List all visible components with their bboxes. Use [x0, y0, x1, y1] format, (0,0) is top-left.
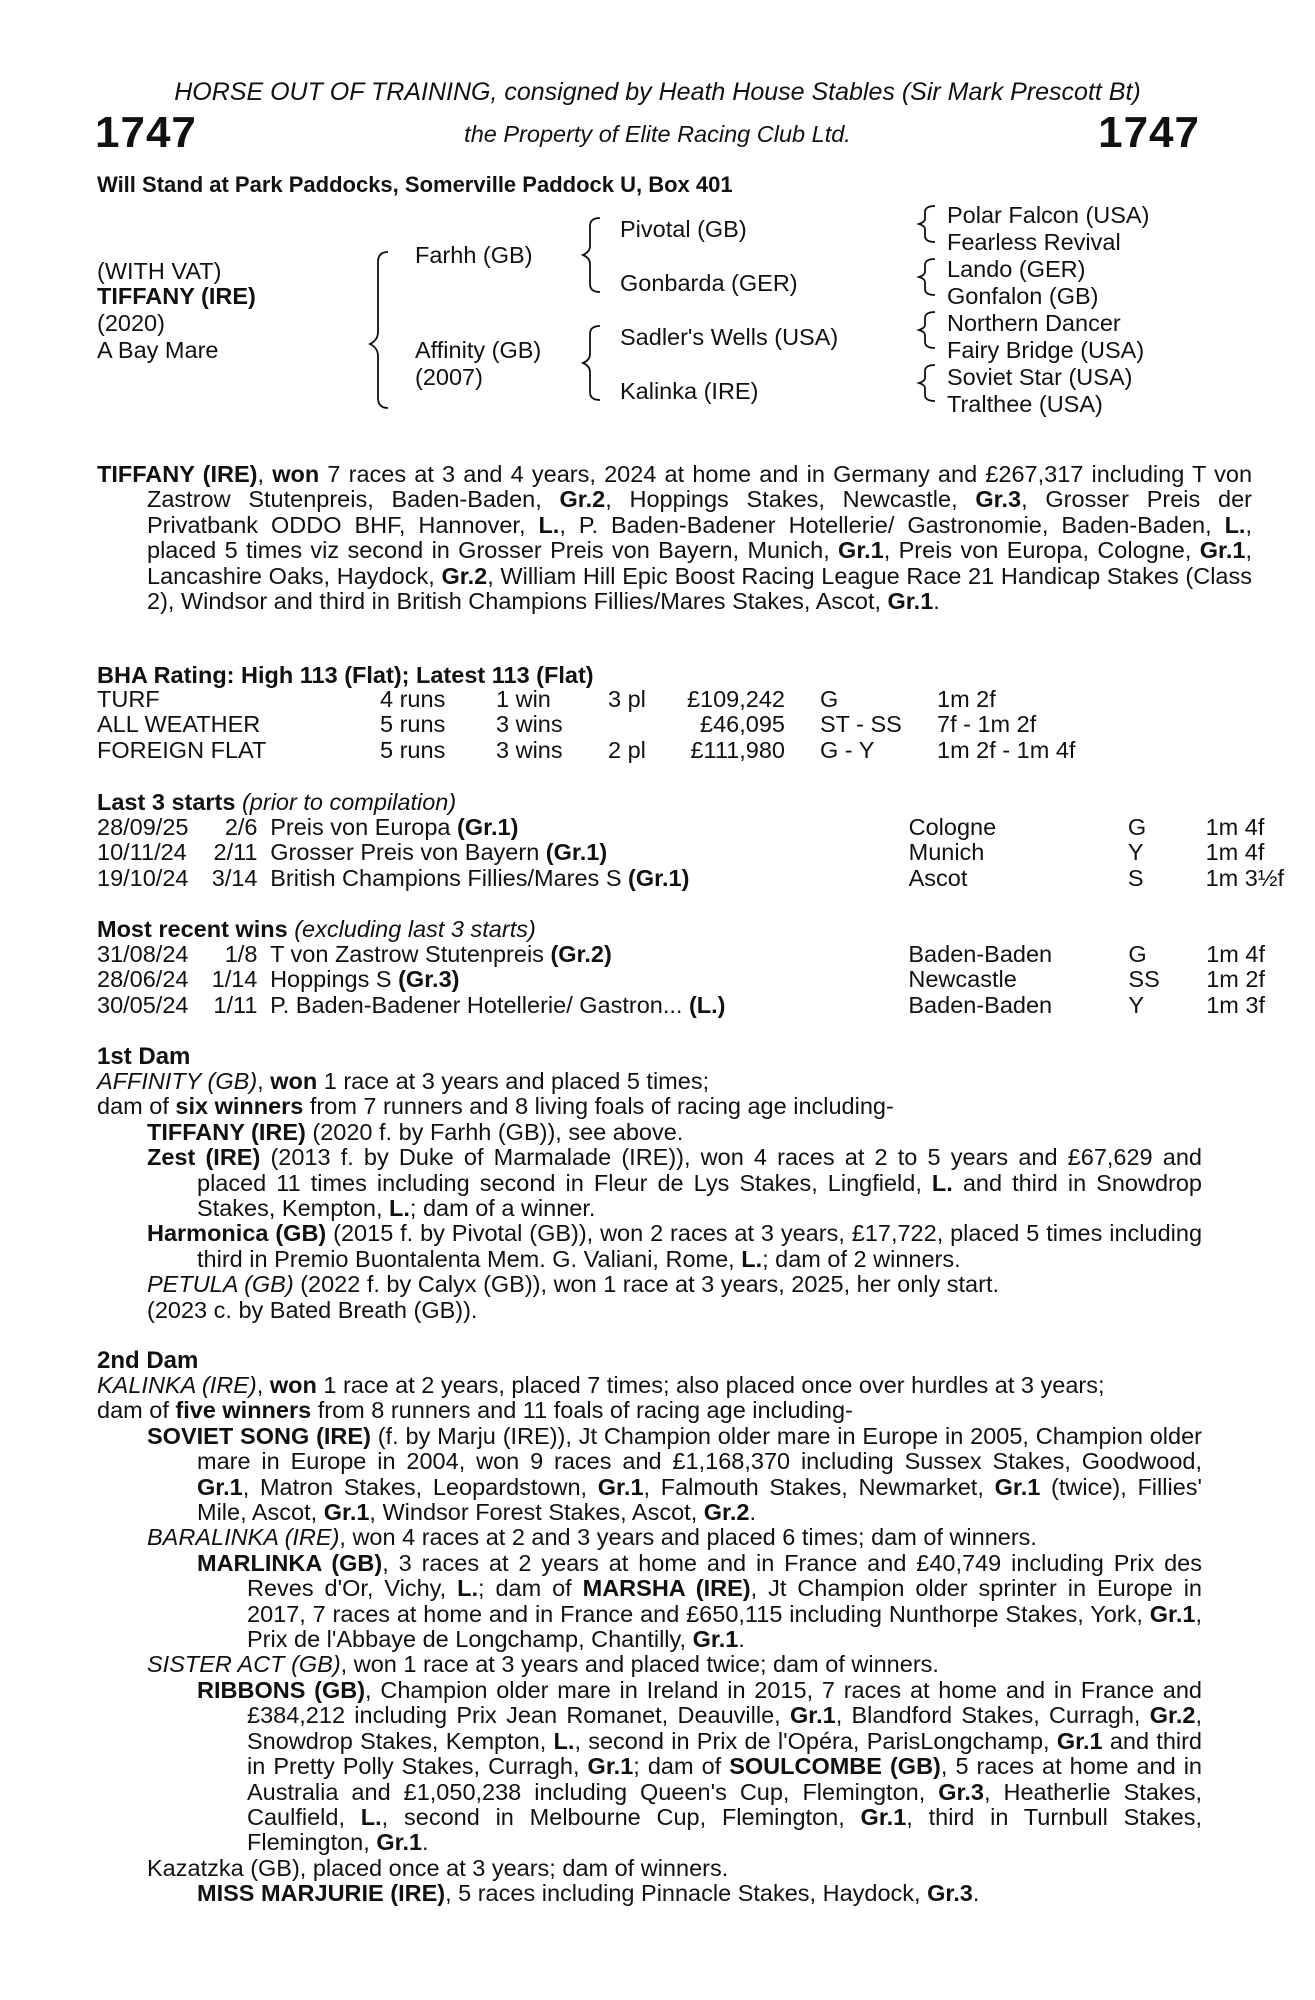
last3-row-race — [270, 815, 908, 840]
rating-row — [97, 738, 1137, 763]
recent-heading: Most recent wins — [97, 916, 288, 942]
recent-row-pos — [202, 967, 258, 992]
rating-row-surface — [97, 712, 380, 737]
rating-row-dist: 7f - 1m 2f — [937, 711, 1037, 738]
last3-row-pos: 2/11 — [213, 839, 258, 866]
last3-row — [97, 866, 1315, 891]
recent-heading-line — [97, 916, 536, 943]
last3-row-pos — [202, 815, 258, 840]
last3-row-date: 19/10/24 — [97, 864, 189, 891]
produce-name: MISS MARJURIE (IRE) — [197, 1880, 446, 1907]
dam2-line2 — [97, 1398, 1202, 1423]
horse-name: TIFFANY (IRE) — [97, 283, 256, 309]
grade: Gr.1 — [860, 1803, 907, 1830]
grade: Gr.1 — [692, 1626, 739, 1653]
produce-petula — [147, 1272, 1202, 1297]
recent-row-course: Baden-Baden — [908, 991, 1053, 1018]
horse-description: A Bay Mare — [97, 337, 219, 363]
grade: Gr.2 — [703, 1499, 750, 1526]
produce-baralinka — [147, 1525, 1202, 1550]
grade: Gr.1 — [597, 1473, 644, 1500]
produce-text: , Windsor Forest Stakes, Ascot, — [369, 1499, 704, 1526]
recent-row-gap — [257, 942, 270, 967]
recent-row-course — [908, 967, 1128, 992]
recent-row-dist: 1m 2f — [1206, 966, 1266, 993]
dam1-line1 — [97, 1069, 1202, 1094]
rating-row-surface: TURF — [97, 686, 160, 712]
last3-row-grade: (Gr.1) — [457, 814, 519, 840]
produce-text: , Jt Champion older sprinter in Europe in 2017, 7 races at home and in France and £650,115 including Nunthorpe Stakes, York, — [247, 1575, 1203, 1627]
lot-number-left: 1747 — [95, 108, 197, 157]
rating-row-prize — [678, 687, 785, 712]
produce-text: (2015 f. by Pivotal (GB)), won 2 races at 3 years, £17,722, placed 5 times including third in Premio Buontalenta Mem. G. Valiani, Rome, — [197, 1220, 1203, 1272]
recent-row-course — [908, 993, 1128, 1018]
produce-text: , 5 races including Pinnacle Stakes, Haydock, — [445, 1880, 928, 1907]
produce-text: , third in Turnbull Stakes, Flemington, — [247, 1803, 1202, 1856]
pedigree-dam-dam: Kalinka (IRE) — [620, 378, 759, 404]
dam1-produce — [147, 1120, 1202, 1323]
rating-row-runs: 4 runs — [380, 686, 446, 712]
recent-row-grade: (L.) — [688, 991, 726, 1018]
produce-text: (twice), Fillies' Mile, Ascot, — [197, 1473, 1202, 1526]
summary-text: , Lancashire Oaks, Haydock, — [147, 537, 1252, 589]
rating-row-going — [820, 687, 937, 712]
grade: L. — [553, 1727, 575, 1754]
pedigree-sire-dam: Gonbarda (GER) — [620, 270, 798, 296]
rating-row-going: G — [820, 686, 839, 712]
recent-row-date: 30/05/24 — [97, 991, 189, 1018]
recent-row-course: Baden-Baden — [908, 941, 1053, 967]
rating-row-prize — [678, 712, 785, 737]
dam1-name: AFFINITY (GB) — [97, 1068, 258, 1094]
recent-row-going — [1128, 967, 1206, 992]
last3-row-course — [909, 866, 1128, 891]
produce-text: and third in Pretty Polly Stakes, Curragh, — [247, 1727, 1203, 1780]
produce-text: ; dam of 2 winners. — [762, 1245, 961, 1272]
produce-text: . — [749, 1499, 757, 1526]
dam2-name: KALINKA (IRE) — [97, 1372, 257, 1398]
produce-soviet-song — [147, 1424, 1202, 1526]
produce-text: , won 4 races at 2 and 3 years and placed 6 times; dam of winners. — [339, 1524, 1037, 1551]
pedigree-dam-sire: Sadler's Wells (USA) — [620, 324, 839, 350]
last3-row-dist — [1206, 866, 1315, 891]
last3-row-course: Munich — [908, 839, 985, 866]
produce-zest — [147, 1145, 1202, 1221]
produce-name: SISTER ACT (GB) — [147, 1651, 341, 1678]
rating-row-runs: 5 runs — [380, 736, 446, 763]
last3-row-pos — [202, 866, 258, 891]
grade: Gr.3 — [927, 1880, 973, 1907]
produce-text: , won 1 race at 3 years and placed twice; dam of winners. — [340, 1651, 939, 1678]
consignor-line: HORSE OUT OF TRAINING, consigned by Heath House Stables (Sir Mark Prescott Bt) — [174, 78, 1141, 106]
recent-row — [97, 993, 1315, 1018]
rating-row-surface — [97, 738, 380, 763]
rating-row-going: G - Y — [820, 736, 875, 763]
vat-label: (WITH VAT) — [97, 258, 222, 284]
produce-name: MARSHA (IRE) — [582, 1575, 751, 1602]
summary-text: 7 races at 3 and 4 years, 2024 at home and in Germany and £267,317 including T von Zastrow Stutenpreis, Baden-Baden, — [147, 461, 1253, 513]
recent-row-race — [270, 967, 908, 992]
produce-name: Zest (IRE) — [147, 1144, 261, 1171]
dam2-won: won — [269, 1372, 317, 1398]
grade: Gr.1 — [1056, 1727, 1103, 1754]
recent-row-grade: (Gr.3) — [398, 966, 460, 993]
rating-row-runs — [380, 712, 496, 737]
summary-text: , William Hill Epic Boost Racing League Race 21 Handicap Stakes (Class 2), Windsor and third in British Champions Fillies/Mares Stakes, Ascot, — [147, 562, 1252, 615]
recent-row-course — [908, 942, 1128, 967]
recent-row-dist — [1206, 967, 1315, 992]
dam1-block — [97, 1069, 1202, 1323]
rating-row-prize — [678, 738, 785, 763]
grade: Gr.3 — [975, 486, 1022, 513]
rating-row-wins: 1 win — [496, 686, 551, 712]
rating-row-prize: £111,980 — [690, 736, 785, 763]
grade: Gr.1 — [1149, 1600, 1196, 1627]
dam2-block — [97, 1373, 1202, 1907]
rating-row-dist: 1m 2f - 1m 4f — [937, 736, 1076, 763]
produce-text: , Heatherlie Stakes, Caulfield, — [247, 1778, 1202, 1830]
stand-line: Will Stand at Park Paddocks, Somerville Paddock U, Box 401 — [97, 172, 733, 197]
produce-name: SOVIET SONG (IRE) — [147, 1422, 371, 1449]
rating-row-placed — [608, 712, 678, 737]
produce-harmonica — [147, 1221, 1202, 1272]
rating-row-wins — [496, 687, 608, 712]
recent-row-pos — [202, 942, 258, 967]
rating-row-prize: £46,095 — [700, 711, 785, 738]
recent-row-race: Hoppings S — [270, 966, 399, 993]
recent-row-date — [97, 993, 202, 1018]
produce-colt — [147, 1298, 1202, 1323]
produce-text: (2023 c. by Bated Breath (GB)). — [147, 1296, 478, 1323]
produce-kazatzka — [147, 1856, 1202, 1881]
rating-row-wins — [496, 738, 608, 763]
last3-row-going — [1128, 815, 1206, 840]
horse-year: (2020) — [97, 310, 165, 336]
grade: L. — [389, 1195, 410, 1222]
rating-row-runs: 5 runs — [380, 711, 446, 738]
summary-won: won — [272, 461, 320, 487]
dam1-text: dam of — [97, 1093, 176, 1120]
summary-horse-name: TIFFANY (IRE) — [97, 461, 258, 487]
lot-number-right: 1747 — [1098, 108, 1200, 157]
grade: L. — [1224, 511, 1246, 538]
race-summary: TIFFANY (IRE), won 7 races at 3 and 4 years, 2024 at home and in Germany and £267,317 including T von Zastrow Stutenpreis, Baden-Baden, Gr.2, Hoppings Stakes, Newcastle, Gr.3, Grosser Preis der Privatbank ODDO BHF, Hannover, L., P. Baden-Badener Hotellerie/ Gastronomie, Baden-Baden, L., placed 5 times viz second in Grosser Preis von Bayern, Munich, Gr.1, Preis von Europa, Cologne, Gr.1, Lancashire Oaks, Haydock, Gr.2, William Hill Epic Boost Racing League Race 21 Handicap Stakes (Class 2), Windsor and third in British Champions Fillies/Mares Stakes, Ascot, Gr.1. — [97, 461, 1253, 615]
last3-row-dist — [1206, 815, 1315, 840]
produce-text: . — [422, 1829, 429, 1856]
summary-text: . — [933, 588, 940, 615]
recent-row-grade: (Gr.2) — [550, 941, 612, 967]
pedigree-dsd: Fairy Bridge (USA) — [947, 337, 1145, 363]
grade: Gr.1 — [887, 588, 934, 615]
produce-name: PETULA (GB) — [147, 1271, 294, 1298]
recent-row-going: G — [1128, 941, 1147, 967]
recent-row-pos — [202, 993, 258, 1018]
rating-row — [97, 687, 1137, 712]
last3-row-grade: (Gr.1) — [628, 864, 690, 891]
summary-text: , Preis von Europa, Cologne, — [883, 537, 1200, 564]
grade: Gr.1 — [376, 1829, 423, 1856]
produce-text: , Snowdrop Stakes, Kempton, — [247, 1702, 1202, 1754]
last3-row-going: S — [1127, 864, 1144, 891]
grade: Gr.1 — [323, 1499, 370, 1526]
rating-row-prize: £109,242 — [686, 686, 785, 712]
recent-row-going — [1128, 942, 1206, 967]
produce-text: ; dam of — [478, 1575, 583, 1602]
pedigree-ddd: Tralthee (USA) — [947, 391, 1103, 417]
dam1-won: won — [270, 1068, 318, 1094]
grade: Gr.2 — [559, 486, 606, 513]
rating-row-gap — [785, 687, 820, 712]
produce-text: (2020 f. by Farhh (GB)), see above. — [305, 1118, 684, 1145]
recent-row-grid — [97, 942, 1315, 1018]
grade: Gr.1 — [994, 1473, 1041, 1500]
dam2-line1 — [97, 1373, 1202, 1398]
rating-row-placed: 3 pl — [608, 686, 646, 712]
recent-row-going: SS — [1128, 966, 1160, 993]
rating-row-surface — [97, 687, 380, 712]
last3-row-race: Preis von Europa — [270, 814, 458, 840]
last3-row-dist — [1206, 840, 1315, 865]
last3-row-pos: 2/6 — [224, 814, 258, 840]
grade: Gr.1 — [197, 1473, 243, 1500]
rating-row-wins: 3 wins — [496, 736, 563, 763]
produce-text: , Falmouth Stakes, Newmarket, — [643, 1473, 995, 1500]
grade: L. — [360, 1803, 382, 1830]
produce-text: and third in Snowdrop Stakes, Kempton, — [197, 1169, 1202, 1222]
last3-row-race: Grosser Preis von Bayern — [270, 839, 546, 866]
last3-row-course — [909, 815, 1128, 840]
grade: L. — [538, 511, 560, 538]
last3-row-pos: 3/14 — [211, 864, 258, 891]
recent-row-dist: 1m 3f — [1206, 991, 1266, 1018]
grade: Gr.2 — [441, 562, 488, 589]
pedigree-dds: Soviet Star (USA) — [947, 364, 1133, 390]
last3-row — [97, 840, 1315, 865]
last3-heading-line — [97, 789, 456, 816]
produce-name: TIFFANY (IRE) — [147, 1118, 306, 1145]
dam2-text: 1 race at 2 years, placed 7 times; also placed once over hurdles at 3 years; — [316, 1372, 1105, 1398]
summary-text: , P. Baden-Badener Hotellerie/ Gastronomie, Baden-Baden, — [559, 511, 1225, 538]
produce-tiffany — [147, 1120, 1202, 1145]
rating-row-dist: 1m 2f — [937, 686, 996, 712]
rating-row-runs — [380, 687, 496, 712]
pedigree-ssd: Fearless Revival — [947, 229, 1121, 255]
last3-row-going — [1128, 840, 1206, 865]
grade: Gr.1 — [789, 1702, 836, 1729]
recent-row-race — [270, 993, 908, 1018]
last3-row-pos — [202, 840, 258, 865]
produce-text: (2022 f. by Calyx (GB)), won 1 race at 3 years, 2025, her only start. — [293, 1271, 999, 1298]
rating-row-runs — [380, 738, 496, 763]
grade: L. — [741, 1245, 763, 1272]
produce-marlinka — [197, 1551, 1202, 1653]
recent-row-going — [1128, 993, 1206, 1018]
rating-row-dist — [937, 687, 1137, 712]
produce-text: (2013 f. by Duke of Marmalade (IRE)), won 4 races at 2 to 5 years and £67,629 and placed 11 times including second in Fleur de Lys Stakes, Lingfield, — [197, 1144, 1202, 1196]
produce-text: Kazatzka (GB), placed once at 3 years; dam of winners. — [147, 1854, 729, 1881]
produce-text: ; dam of a winner. — [409, 1195, 596, 1222]
last3-row-grid — [97, 815, 1315, 891]
produce-text: , Champion older mare in Ireland in 2015, 7 races at home and in France and £384,212 including Prix Jean Romanet, Deauville, — [247, 1676, 1203, 1729]
rating-row-dist — [937, 712, 1137, 737]
last3-row-going: Y — [1127, 839, 1144, 866]
recent-note: (excluding last 3 starts) — [294, 916, 536, 942]
grade: Gr.1 — [838, 537, 884, 564]
produce-text: . — [972, 1880, 980, 1907]
recent-row-pos: 1/11 — [213, 991, 258, 1018]
last3-row-race — [270, 840, 908, 865]
rating-heading: BHA Rating: High 113 (Flat); Latest 113 (Flat) — [97, 662, 594, 688]
dam2-text: , — [256, 1372, 270, 1398]
produce-text: , Prix de l'Abbaye de Longchamp, Chantilly, — [247, 1600, 1202, 1653]
last3-note: (prior to compilation) — [241, 789, 457, 815]
last3-row-course — [909, 840, 1128, 865]
recent-row-dist — [1206, 993, 1315, 1018]
recent-row-date — [97, 942, 202, 967]
dam2-winners: five winners — [175, 1397, 312, 1424]
last3-row-race — [270, 866, 908, 891]
pedigree-sds: Lando (GER) — [947, 256, 1086, 282]
dam2-text: from 8 runners and 11 foals of racing age including- — [311, 1397, 853, 1424]
owner-line: the Property of Elite Racing Club Ltd. — [464, 121, 851, 147]
produce-text: ; dam of — [633, 1753, 730, 1780]
recent-row-gap — [257, 993, 270, 1018]
recent-row-date — [97, 967, 202, 992]
produce-text: (f. by Marju (IRE)), Jt Champion older mare in Europe in 2005, Champion older mare in Europe in 2004, won 9 races and £1,168,370 including Sussex Stakes, Goodwood, — [197, 1422, 1202, 1475]
dam2-heading: 2nd Dam — [97, 1347, 199, 1374]
last3-row-course: Ascot — [908, 864, 968, 891]
last3-row-grade: (Gr.1) — [545, 839, 608, 866]
dam2-produce — [147, 1424, 1202, 1907]
rating-row-wins: 3 wins — [496, 711, 563, 738]
last3-row-date — [97, 815, 202, 840]
rating-row-placed — [608, 738, 678, 763]
rating-row-grid — [97, 687, 1137, 763]
rating-row-surface: ALL WEATHER — [97, 711, 261, 738]
recent-row-date: 28/06/24 — [97, 966, 189, 993]
produce-text: , second in Prix de l'Opéra, ParisLongchamp, — [574, 1727, 1057, 1754]
produce-text: . — [738, 1626, 745, 1653]
produce-name: MARLINKA (GB) — [197, 1549, 383, 1576]
rating-row-gap — [785, 738, 820, 763]
dam1-line2 — [97, 1094, 1202, 1119]
grade: Gr.2 — [1149, 1702, 1196, 1729]
pedigree-sss: Polar Falcon (USA) — [947, 202, 1150, 228]
recent-row — [97, 942, 1315, 967]
pedigree-sire-sire: Pivotal (GB) — [620, 216, 747, 242]
last3-row-dist: 1m 4f — [1205, 814, 1265, 840]
recent-row-dist: 1m 4f — [1206, 941, 1266, 967]
recent-row-going: Y — [1128, 991, 1145, 1018]
produce-text: , Blandford Stakes, Curragh, — [835, 1702, 1150, 1729]
produce-text: , 5 races at home and in Australia and £1,050,238 including Queen's Cup, Flemington, — [247, 1753, 1202, 1805]
recent-row-course: Newcastle — [908, 966, 1017, 993]
pedigree-sire: Farhh (GB) — [415, 242, 533, 268]
rating-row-wins — [496, 712, 608, 737]
last3-row-gap — [258, 840, 271, 865]
summary-text: , Hoppings Stakes, Newcastle, — [605, 486, 976, 513]
rating-row-gap — [785, 712, 820, 737]
last3-row-date — [97, 840, 202, 865]
produce-miss-marjurie — [197, 1881, 1202, 1906]
recent-row-race: P. Baden-Badener Hotellerie/ Gastron... — [270, 991, 689, 1018]
last3-row-gap — [258, 815, 271, 840]
produce-sister-act — [147, 1652, 1202, 1677]
last3-row-dist: 1m 4f — [1205, 839, 1265, 866]
rating-row — [97, 712, 1137, 737]
last3-row — [97, 815, 1315, 840]
pedigree-dam: Affinity (GB) — [415, 337, 542, 363]
dam1-winners: six winners — [175, 1093, 304, 1120]
recent-row — [97, 967, 1315, 992]
last3-row-date — [97, 866, 202, 891]
last3-row-date: 10/11/24 — [97, 839, 187, 866]
grade: L. — [457, 1575, 478, 1602]
last3-row-race: British Champions Fillies/Mares S — [270, 864, 629, 891]
produce-text: , Matron Stakes, Leopardstown, — [242, 1473, 598, 1500]
dam1-text: , — [257, 1068, 271, 1094]
recent-row-race — [270, 942, 908, 967]
rating-row-going — [820, 712, 937, 737]
grade: L. — [931, 1169, 953, 1196]
recent-row-date: 31/08/24 — [97, 941, 189, 967]
dam1-text: from 7 runners and 8 living foals of racing age including- — [303, 1093, 894, 1120]
produce-name: BARALINKA (IRE) — [147, 1524, 340, 1551]
recent-row-pos: 1/8 — [224, 941, 258, 967]
grade: Gr.1 — [1199, 537, 1246, 564]
grade: Gr.3 — [938, 1778, 984, 1805]
rating-row-placed — [608, 687, 678, 712]
recent-row-dist — [1206, 942, 1315, 967]
pedigree-dam-year: (2007) — [415, 364, 483, 390]
last3-row-course: Cologne — [908, 814, 997, 840]
produce-name: SOULCOMBE (GB) — [729, 1753, 941, 1780]
dam1-text: 1 race at 3 years and placed 5 times; — [317, 1068, 710, 1094]
pedigree-dss: Northern Dancer — [947, 310, 1121, 336]
dam1-heading: 1st Dam — [97, 1043, 191, 1070]
produce-text: , 3 races at 2 years at home and in France and £40,749 including Prix des Reves d'Or, Vichy, — [247, 1549, 1202, 1602]
produce-ribbons — [197, 1678, 1202, 1856]
last3-row-dist: 1m 3½f — [1205, 864, 1284, 891]
recent-row-pos: 1/14 — [211, 966, 258, 993]
summary-text: , Grosser Preis der Privatbank ODDO BHF, Hannover, — [147, 486, 1252, 538]
last3-row-going: G — [1127, 814, 1147, 840]
dam2-text: dam of — [97, 1397, 176, 1424]
recent-row-race: T von Zastrow Stutenpreis — [270, 941, 551, 967]
rating-row-going — [820, 738, 937, 763]
grade: Gr.1 — [587, 1753, 634, 1780]
produce-name: Harmonica (GB) — [147, 1220, 327, 1247]
produce-name: RIBBONS (GB) — [197, 1676, 366, 1703]
rating-row-placed: 2 pl — [608, 736, 646, 763]
rating-row-surface: FOREIGN FLAT — [97, 736, 267, 763]
summary-text: , placed 5 times viz second in Grosser Preis von Bayern, Munich, — [147, 511, 1252, 564]
last3-heading: Last 3 starts — [97, 789, 236, 815]
last3-row-going — [1128, 866, 1206, 891]
recent-row-gap — [257, 967, 270, 992]
rating-row-dist — [937, 738, 1137, 763]
last3-row-gap — [258, 866, 271, 891]
rating-row-going: ST - SS — [820, 711, 902, 738]
produce-text: , second in Melbourne Cup, Flemington, — [381, 1803, 861, 1830]
pedigree-sdd: Gonfalon (GB) — [947, 283, 1099, 309]
last3-row-date: 28/09/25 — [97, 814, 189, 840]
